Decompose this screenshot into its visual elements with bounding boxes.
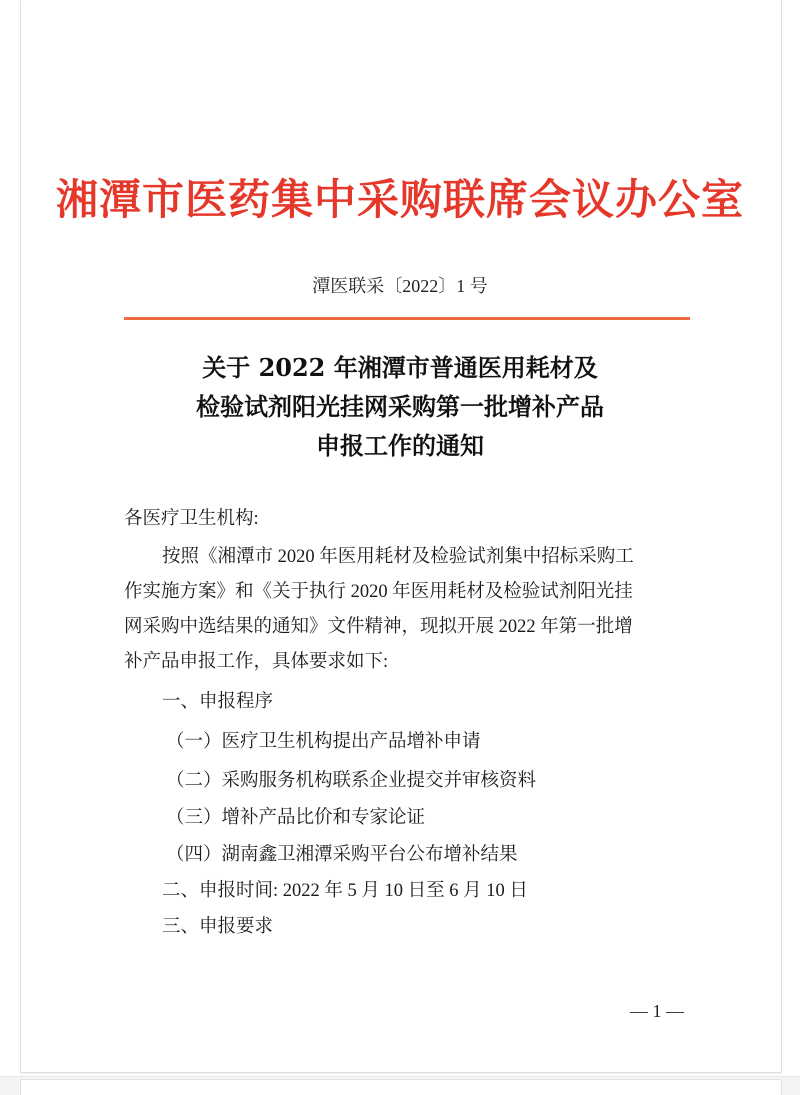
paragraph-line-4: 补产品申报工作，具体要求如下: [124,652,389,672]
document-number: 潭医联采〔2022〕1 号 [312,276,488,296]
red-divider-rule [124,317,690,320]
next-page-edge [20,1079,782,1095]
paragraph-line-3: 网采购中选结果的通知》文件精神，现拟开展 2022 年第一批增 [124,617,633,637]
letterhead-organization: 湘潭市医药集中采购联席会议办公室 [55,175,744,224]
section-heading-time: 二、申报时间: 2022 年 5 月 10 日至 6 月 10 日 [162,881,528,901]
paper-sheet [20,0,782,1073]
section-heading-procedure: 一、申报程序 [162,692,274,712]
paragraph-line-2: 作实施方案》和《关于执行 2020 年医用耗材及检验试剂阳光挂 [124,582,633,602]
section-heading-requirements: 三、申报要求 [162,917,274,937]
procedure-step-4: （四）湖南鑫卫湘潭采购平台公布增补结果 [166,845,518,865]
title-line-2: 检验试剂阳光挂网采购第一批增补产品 [196,392,604,421]
procedure-step-2: （二）采购服务机构联系企业提交并审核资料 [166,771,537,791]
title-line-3: 申报工作的通知 [316,431,484,460]
page-number: — 1 — [630,1001,684,1021]
paragraph-line-1: 按照《湘潭市 2020 年医用耗材及检验试剂集中招标采购工 [162,547,634,567]
procedure-step-1: （一）医疗卫生机构提出产品增补申请 [166,732,481,752]
procedure-step-3: （三）增补产品比价和专家论证 [166,808,426,828]
title-line-1: 关于 2022 年湘潭市普通医用耗材及 [202,353,598,382]
notice-title [0,348,800,465]
salutation: 各医疗卫生机构: [124,509,259,529]
